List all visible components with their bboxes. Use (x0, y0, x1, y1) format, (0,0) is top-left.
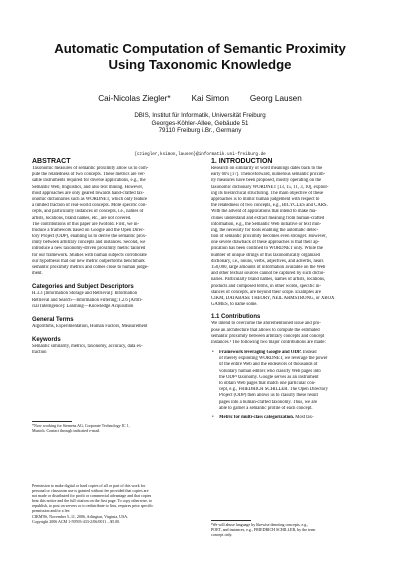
categories-heading: Categories and Subject Descriptors (32, 284, 134, 291)
text-line: Semantic Web, linguistics, and also text mining. However, (32, 184, 144, 190)
footnote-rule (211, 520, 251, 521)
bullet-lead: Framework leveraging Google and ODP. (219, 350, 302, 356)
text-line: CIKM, DATABASE THEORY, NEIL ARMSTRONG, or XBOX (211, 295, 335, 301)
author-list (40, 94, 360, 103)
text-line: imity between arbitrary concepts and instances. Second, we (32, 240, 146, 246)
text-line: able to garner a semantic profile of each concept. (219, 405, 313, 411)
footnote-left (32, 423, 192, 433)
text-line: CIKM'06, November 5–11, 2006, Arlington, Virginia, USA. (32, 513, 129, 519)
text-line: 150,000, large amounts of information available on the Web (211, 265, 326, 270)
text-line: pose an architecture that allows to compute the estimated (211, 327, 320, 333)
text-line: early 60's [17]. Thenceforward, numerous semantic proxim- (211, 172, 326, 178)
text-line: ing, the necessity for tools enabling the automatic detec- (211, 227, 319, 233)
text-line: a limited fraction of real-world concepts. More specific con- (32, 203, 147, 209)
text-line: the relatedness of two concepts, e.g., BICYCLES and CARS. (211, 203, 328, 209)
text-line: permission and/or a fee. (32, 508, 71, 514)
text-line: pute the relatedness of two concepts. These metrics are ver- (32, 172, 146, 178)
left-column (32, 157, 192, 357)
abstract-heading: ABSTRACT (32, 158, 71, 165)
text-line: cept, e.g., FRIEDRICH SCHILLER. The Open Directory (219, 387, 329, 393)
text-line: Retrieval and Search—Information Filtering; I.2.6 [Artifi- (32, 297, 143, 303)
footnote-rule (32, 421, 72, 422)
bullet-lead: Metric for multi-class categorization. (219, 414, 295, 420)
affiliation (40, 112, 360, 135)
general-terms-heading: General Terms (32, 316, 74, 323)
text-line: ing its hierarchical structuring. The main objective of these (211, 190, 324, 196)
bullet-mark: • (212, 350, 214, 356)
general-terms-body (32, 324, 192, 330)
text-line: of merely exploiting WORDNET, we leverage the power (219, 356, 328, 362)
right-column (211, 157, 371, 421)
text-line: Taxonomic measures of semantic proximity allow us to com- (32, 166, 149, 171)
text-line: Semantic similarity, metrics, taxonomy, accuracy, data ex- (32, 344, 143, 350)
author-email: {cziegler,ksimon,lausen}@informatik.uni-freiburg.de (134, 152, 266, 157)
text-line: approaches is to mimic human judgement with respect to (211, 196, 320, 202)
text-line: With the advent of applications that intend to make ma- (211, 209, 317, 215)
text-line: plication has been confined to WORDNET only. While the (211, 246, 323, 252)
bullet-mark: • (212, 414, 214, 420)
text-line: Permission to make digital or hard copies of all or part of this work for (32, 483, 146, 488)
text-line: naries. Particularly brand names, names of artists, locations, (211, 277, 326, 283)
text-line: for our framework. Studies with human subjects corroborate (32, 252, 147, 258)
text-line: semantic proximity between arbitrary concepts and concept (211, 333, 325, 339)
text-line: the ODP¹ taxonomy. Google serves as an instrument (219, 374, 319, 380)
text-line: Munich. Contact through indicated e-mail. (32, 428, 101, 434)
text-line: Research on similarity of word meanings dates back to the (211, 166, 323, 171)
text-line: of the entire Web and the endeavors of thousands of (219, 362, 318, 368)
text-line: cial Intelligence]: Learning—Knowledge Acquisition (32, 303, 134, 309)
text-line: ¹We will abuse language by likewise denoting concepts, e.g., (211, 522, 309, 527)
affiliation-line: 79110 Freiburg i.Br., Germany (158, 127, 242, 135)
keywords-heading: Keywords (32, 337, 61, 344)
text-line: personal or classroom use is granted without fee provided that copies are (32, 488, 149, 494)
affiliation-line: Georges-Köhler-Allee, Gebäude 51 (151, 119, 249, 127)
text-line: satile instruments required for diverse applications, e.g., the (32, 178, 146, 184)
text-line: dictionary, i.e., nouns, verbs, adjectives, and adverbs, nears (211, 258, 324, 264)
text-line: instances.¹ The following two major contributions are made: (211, 339, 326, 345)
text-line: ment. (32, 271, 43, 277)
text-line: information, e.g., the Semantic Web initiative or text min- (211, 221, 322, 227)
author-name: Kai Simon (191, 94, 229, 103)
author-name: Cai-Nicolas Ziegler* (98, 94, 171, 103)
abstract-body (32, 166, 192, 277)
contributions-heading: 1.1 Contributions (211, 314, 261, 321)
text-line: introduce a new taxonomy-driven proximity metric tailored (32, 246, 146, 252)
text-line: one severe drawback of these approaches is that their ap- (211, 240, 320, 246)
bullet-framework (211, 350, 371, 412)
text-line: artists, locations, brand names, etc., are not covered. (32, 215, 132, 221)
text-line: number of unique strings of this taxonomically organized (211, 252, 321, 258)
bullet-metric (211, 415, 371, 421)
text-line: GAMES, to name some. (211, 302, 258, 308)
text-line: The contributions of this paper are twofold. First, we in- (32, 221, 139, 227)
text-line: semantic proximity metrics and comes close to human judge- (32, 265, 149, 270)
permission-notice (32, 483, 192, 524)
text-line: cepts, and particularly instances of concepts, i.e., names of (32, 209, 144, 215)
text-line: chines understand and extract meaning from human-crafted (211, 215, 325, 221)
text-line: and other textual sources cannot be captured by such dictio- (211, 271, 325, 277)
footnote-right (211, 522, 371, 537)
text-line: *Now working for Siemens AG, Corporate Technology IC 1, (32, 423, 130, 428)
text-line: Algorithms, Experimentation, Human Factors, Measurement (32, 323, 148, 329)
introduction-body (211, 166, 371, 308)
text-line: tion of semantic proximity becomes even stronger. However, (211, 234, 327, 240)
bullet-body (219, 356, 371, 412)
text-line: stances of concepts, are beyond their scope. Examples are (211, 289, 321, 295)
text-line: ity measures have been proposed, mostly operating on the (211, 178, 322, 184)
bullet-text: Most tax- (294, 414, 314, 420)
text-line: concept only. (211, 532, 233, 538)
text-line: bear this notice and the full citation on the first page. To copy otherwise, to (32, 498, 153, 504)
text-line: taxonomic dictionary WORDNET [13, 15, 11, 3, 10], exploit- (211, 184, 329, 190)
text-line: not made or distributed for profit or commercial advantage and that copies (32, 493, 152, 499)
text-line: pages into a human-crafted taxonomy. Thus, we are (219, 399, 318, 405)
text-line: most approaches are only geared towards hand-crafted tax- (32, 190, 145, 196)
text-line: to obtain Web pages that match one particular con- (219, 381, 316, 386)
contributions-body (211, 321, 371, 346)
text-line: troduce a framework based on Google and the Open Direc- (32, 227, 145, 233)
text-line: products and composed terms, in other words, specific in- (211, 283, 322, 289)
author-name: Georg Lausen (249, 94, 302, 103)
text-line: H.3.3 [Information Storage and Retrieval]: Information (32, 291, 138, 297)
keywords-body (32, 344, 192, 356)
bullet-text: Instead (301, 350, 317, 356)
text-line: Copyright 2006 ACM 1-59593-433-2/06/0011 ...$5.00. (32, 518, 121, 524)
affiliation-line: DBIS, Institut für Informatik, Universität Freiburg (134, 112, 266, 119)
text-line: Project (ODP) then allows us to classify these result (219, 393, 318, 399)
paper-title: Automatic Computation of Semantic Proximity Using Taxonomic Knowledge (54, 41, 346, 72)
text-line: onomic dictionaries such as WORDNET, which only feature (32, 196, 148, 202)
text-line: POET, and instances, e.g., FRIEDRICH SCHILLER, by the term (211, 527, 316, 533)
introduction-heading: 1. INTRODUCTION (211, 158, 273, 165)
text-line: We intend to overcome the aforementioned issue and pro- (211, 321, 321, 327)
text-line: republish, to post on servers or to redistribute to lists, requires prior specific (32, 503, 154, 509)
text-line: traction (32, 350, 47, 356)
text-line: tory Project (ODP), enabling us to derive the semantic prox- (32, 234, 147, 240)
text-line: voluntary human editors who classify Web pages into (219, 368, 321, 374)
categories-body (32, 291, 192, 310)
text-line: our hypothesis that our new metric outperforms benchmark (32, 258, 145, 264)
